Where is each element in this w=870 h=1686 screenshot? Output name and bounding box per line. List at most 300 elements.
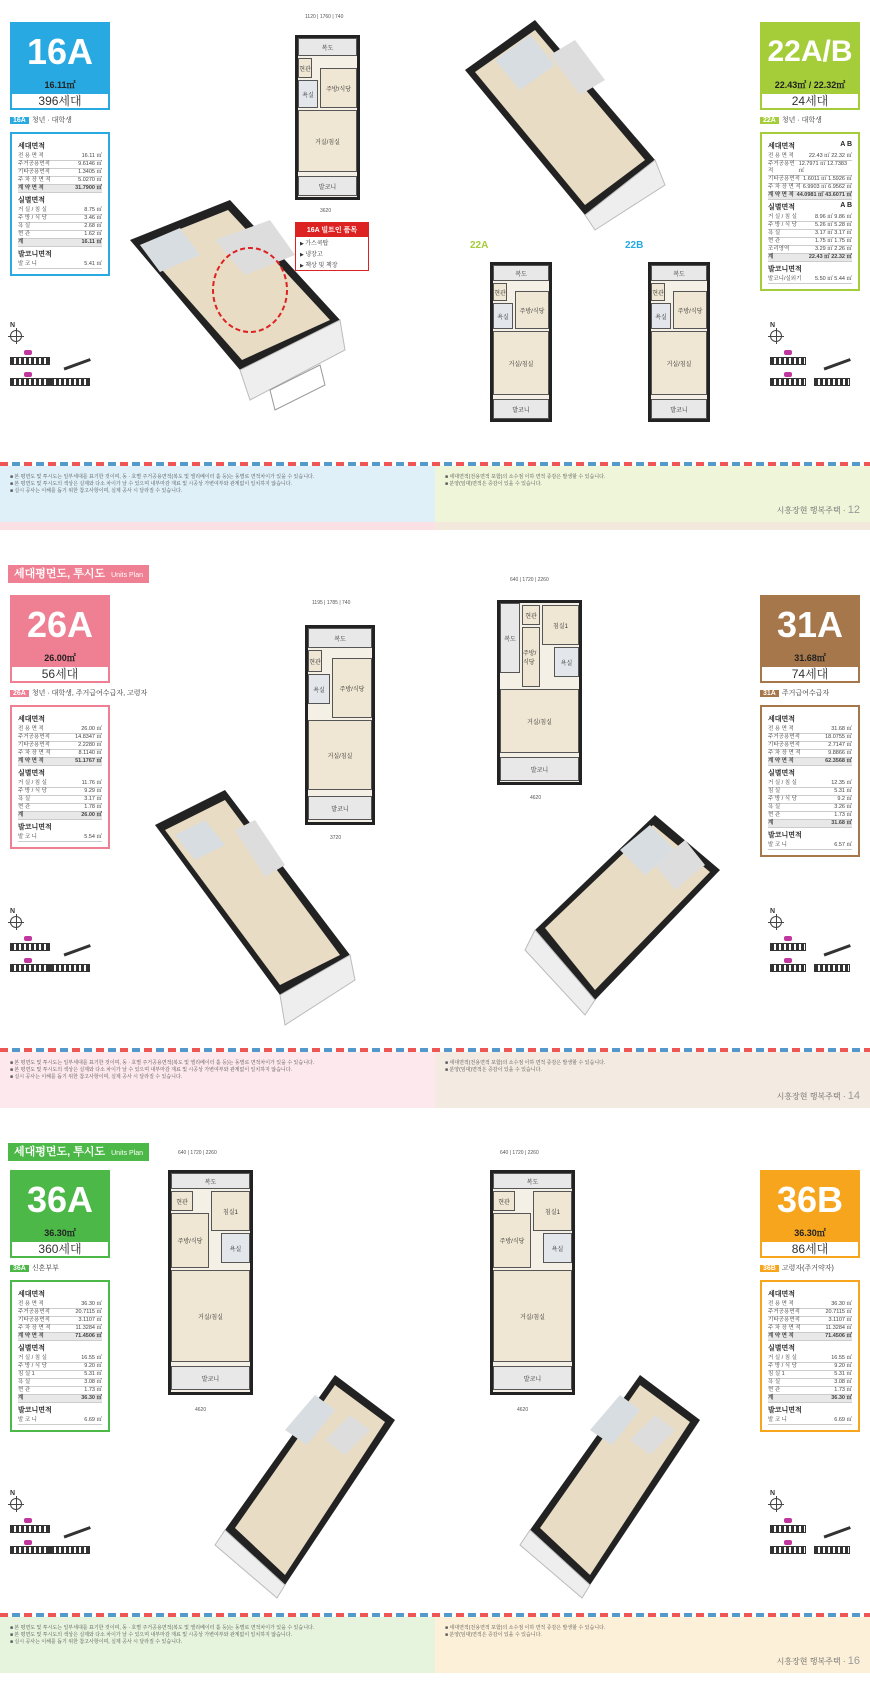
spec-label: 전 용 면 적: [18, 1301, 44, 1307]
spec-value: 6.57 ㎡: [834, 842, 852, 848]
spec-value: A B: [840, 202, 852, 209]
unit-area: 22.43㎡ / 22.32㎡: [774, 80, 846, 90]
spec-value: 71.4506 ㎡: [75, 1333, 102, 1339]
spec-row: [18, 261, 102, 269]
spec-row: [18, 1301, 102, 1309]
pin-icon: [784, 958, 792, 963]
spec-label: 침 실 1: [18, 1371, 35, 1377]
spec-value: 20.7115 ㎡: [75, 1309, 102, 1315]
callout-item: ▶ 냉장고: [296, 248, 368, 259]
spec-row: [18, 1395, 102, 1403]
room-corridor: 복도: [298, 38, 357, 56]
target-text: 주거급여수급자: [781, 690, 830, 697]
spec-row: [18, 1363, 102, 1371]
room-balcony: 발코니: [298, 176, 357, 196]
keyplan-36b: [770, 1490, 850, 1570]
spec-value: 3.17 ㎡ 3.17 ㎡: [815, 230, 852, 236]
tag-badge: 36A: [10, 1265, 29, 1272]
spec-value: 31.68 ㎡: [831, 820, 852, 826]
spec-row: [768, 246, 852, 254]
spec-section-title: 발코니면적: [768, 266, 802, 273]
spec-label: 주거공용면적: [18, 734, 50, 740]
spec-value: 2.2280 ㎡: [78, 742, 102, 748]
spec-row: [768, 804, 852, 812]
page-label: 시흥장현 행복주택: [776, 506, 841, 515]
spec-value: 1.73 ㎡: [834, 1387, 852, 1393]
spec-label: 실별면적: [768, 204, 796, 211]
spec-row: [768, 788, 852, 796]
spec-section-title: 세대면적: [18, 143, 46, 150]
unit-badge: [10, 1170, 110, 1240]
note-text: ■ 세대면적(전용면적 포함)의 소수점 이하 면적 증감은 발생할 수 있습니다.: [445, 1625, 860, 1632]
room-entry: 현관: [308, 650, 322, 672]
pin-icon: [24, 372, 32, 377]
page-num: 12: [847, 504, 860, 516]
room-living: 거실/침실: [493, 1270, 572, 1362]
tag-badge: 22A: [760, 117, 779, 124]
spec-value: 5.31 ㎡: [834, 1371, 852, 1377]
tag-badge: 26A: [10, 690, 29, 697]
spec-row: [18, 1355, 102, 1363]
spec-label: 현 관: [768, 812, 781, 818]
spec-row: [768, 812, 852, 820]
spec-value: 9.20 ㎡: [84, 1363, 102, 1369]
spec-value: 26.00 ㎡: [81, 812, 102, 818]
room-balcony: 발코니: [308, 796, 372, 820]
pin-icon: [24, 1540, 32, 1545]
spec-row: [768, 734, 852, 742]
spec-row: [18, 153, 102, 161]
spec-value: 16.11 ㎡: [81, 153, 102, 159]
spec-row: [18, 161, 102, 169]
spec-value: 5.0270 ㎡: [78, 177, 102, 183]
floor-plan-16a: [295, 35, 360, 200]
spec-label: 주 방 / 식 당: [18, 1363, 47, 1369]
target-text: 청년 · 대학생: [31, 117, 72, 124]
floor-plan-36b: [490, 1170, 575, 1395]
spec-row: [18, 1317, 102, 1325]
spec-label: 계: [18, 239, 24, 245]
builtin-callout: [295, 222, 369, 271]
iso-render-22ab: [455, 10, 685, 230]
block-icon: [50, 378, 90, 386]
spec-value: 9.6146 ㎡: [78, 161, 102, 167]
spec-row: [18, 834, 102, 842]
spec-label: 욕 실: [18, 1379, 31, 1385]
room-kitchen: 주방/식당: [332, 658, 372, 718]
spec-value: 9.29 ㎡: [84, 788, 102, 794]
spec-label: 거 실 / 침 실: [18, 780, 47, 786]
spec-value: 3.1107 ㎡: [78, 1317, 102, 1323]
target-tag: [10, 689, 148, 699]
spec-label: 주 차 장 면 적: [768, 184, 801, 190]
spec-section-title: 실별면적: [768, 1345, 796, 1352]
note-text: ■ 분양(임대)면적은 증감이 있을 수 있습니다.: [445, 1067, 860, 1074]
spec-label: 계: [768, 1395, 774, 1401]
unit-card-31a: [760, 595, 860, 857]
floor-plan-22a: [490, 262, 552, 422]
room-bath: 욕실: [308, 674, 330, 704]
household-count: 86세대: [760, 1240, 860, 1258]
spec-value: 3.17 ㎡: [84, 796, 102, 802]
spec-row: [768, 780, 852, 788]
room-kitchen: 주방/식당: [515, 291, 549, 329]
spec-row: [18, 726, 102, 734]
unit-id: 31A: [776, 604, 844, 645]
unit-card-22ab: [760, 22, 860, 291]
room-kitchen: 주방/식당: [493, 1213, 531, 1268]
spec-label: 기타공용면적: [18, 742, 50, 748]
spec-row: [768, 750, 852, 758]
keyplan-26a: [10, 908, 90, 988]
spec-label: 계: [768, 254, 774, 260]
spec-row: [18, 1417, 102, 1425]
unit-area: 31.68㎡: [794, 653, 826, 663]
spec-row: [768, 1355, 852, 1363]
page-label: 시흥장현 행복주택: [776, 1657, 841, 1666]
key-row: [770, 378, 850, 386]
spec-label: 발 코 니: [18, 834, 37, 840]
spec-label: 전 용 면 적: [18, 726, 44, 732]
spec-table: [10, 705, 110, 849]
spec-label: 기타공용면적: [768, 176, 800, 182]
spec-label: 욕 실: [768, 804, 781, 810]
spec-row: [18, 804, 102, 812]
spec-label: 욕 실: [768, 230, 781, 236]
room-entry: 현관: [493, 283, 507, 301]
room-corridor: 복도: [493, 265, 549, 281]
room-balcony: 발코니: [651, 399, 707, 419]
unit-badge: [10, 22, 110, 92]
spec-value: 1.73 ㎡: [834, 812, 852, 818]
spec-section-title: 실별면적: [18, 197, 46, 204]
target-tag: [760, 1264, 860, 1274]
spec-value: 3.46 ㎡: [84, 215, 102, 221]
unit-area: 26.00㎡: [44, 653, 76, 663]
pin-icon: [24, 958, 32, 963]
room-corridor: 복도: [493, 1173, 572, 1189]
block-icon: [10, 1525, 50, 1533]
spec-row: [18, 796, 102, 804]
spec-row: [768, 758, 852, 766]
spec-row: [18, 1325, 102, 1333]
compass-icon: [10, 916, 22, 928]
spec-table: [10, 1280, 110, 1432]
spec-label: 거 실 / 침 실: [18, 1355, 47, 1361]
block-icon: [770, 943, 806, 951]
page-number: 시흥장현 행복주택 · 12: [776, 504, 860, 516]
spec-label: 기타공용면적: [768, 742, 800, 748]
target-text: 고령자(주거약자): [781, 1265, 834, 1272]
room-bath: 욕실: [554, 647, 579, 677]
spec-row: [768, 1379, 852, 1387]
spec-label: 주 방 / 식 당: [768, 1363, 797, 1369]
spec-section-title: [768, 141, 852, 151]
spec-section-title: 발코니면적: [18, 251, 52, 258]
spread-2: [0, 555, 870, 1115]
spec-section-title: 발코니면적: [18, 824, 52, 831]
target-tag: [10, 116, 110, 126]
spec-label: 발 코 니: [18, 261, 37, 267]
spec-label: 주 차 장 면 적: [768, 750, 801, 756]
unit-badge: [10, 595, 110, 665]
page-label: 시흥장현 행복주택: [776, 1092, 841, 1101]
spec-value: 12.35 ㎡: [831, 780, 852, 786]
spec-value: A B: [840, 141, 852, 148]
spec-row: [768, 1387, 852, 1395]
block-icon: [814, 964, 850, 972]
room-bed: 침실1: [533, 1191, 572, 1231]
spec-row: [768, 796, 852, 804]
unit-id: 22A/B: [767, 35, 853, 68]
spec-value: 8.1140 ㎡: [78, 750, 102, 756]
pin-icon: [784, 372, 792, 377]
key-row: [770, 964, 850, 972]
spec-section-title: 세대면적: [18, 1291, 46, 1298]
spec-label: 주거공용면적: [18, 1309, 50, 1315]
room-entry: 현관: [298, 58, 312, 78]
spec-value: 1.73 ㎡: [84, 1387, 102, 1393]
north-label: N: [770, 908, 776, 915]
spec-value: 62.3568 ㎡: [825, 758, 852, 764]
spec-label: 거 실 / 침 실: [768, 214, 797, 220]
spec-row: [768, 254, 852, 262]
spec-label: 현 관: [18, 804, 31, 810]
spec-label: 주 차 장 면 적: [18, 177, 51, 183]
spec-value: 31.7900 ㎡: [75, 185, 102, 191]
section-label: 세대평면도, 투시도: [14, 568, 106, 580]
block-icon: [770, 1546, 806, 1554]
spec-value: 3.08 ㎡: [834, 1379, 852, 1385]
keyplan-36a: [10, 1490, 90, 1570]
spec-table: [760, 1280, 860, 1432]
spec-section-title: 세대면적: [768, 716, 796, 723]
target-tag: [760, 116, 860, 126]
key-row: [10, 378, 90, 386]
spec-row: [18, 231, 102, 239]
spread-1: [0, 0, 870, 530]
note-text: ■ 본 평면도 및 투시도는 일부세대를 표기한 것이며, 동 · 호별 주거공용면적(복도 및 엘리베이터 홀 등)는 동별로 면적차이가 있을 수 있습니다.: [10, 474, 425, 481]
key-row: [10, 1524, 90, 1534]
spec-value: 5.41 ㎡: [84, 261, 102, 267]
note-text: ■ 실시 공사는 이해를 돕기 위한 참고사항이며, 실제 공사 시 달라질 수 있습니다.: [10, 488, 425, 495]
pin-icon: [784, 350, 792, 355]
page-num: 14: [847, 1090, 860, 1102]
room-bath: 욕실: [493, 303, 513, 329]
key-row: [10, 356, 90, 366]
spec-value: 31.68 ㎡: [831, 726, 852, 732]
note-text: ■ 본 평면도 및 투시도는 일부세대를 표기한 것이며, 동 · 호별 주거공용면적(복도 및 엘리베이터 홀 등)는 동별로 면적차이가 있을 수 있습니다.: [10, 1060, 425, 1067]
spec-value: 51.1767 ㎡: [75, 758, 102, 764]
spec-row: [768, 230, 852, 238]
spec-row: [18, 1333, 102, 1341]
dimension-text: 4620: [195, 1407, 207, 1413]
note-text: ■ 본 평면도 및 투시도의 색상은 실제와 다소 차이가 날 수 있으며 내부마감 재료 및 시공상 가변여부와 관계없이 일치하지 않습니다.: [10, 1067, 425, 1074]
room-corridor: 복도: [651, 265, 707, 281]
spec-value: 6.9903 ㎡ 6.9562 ㎡: [802, 184, 852, 190]
spec-label: 주거공용면적: [768, 734, 800, 740]
room-living: 거실/침실: [171, 1270, 250, 1362]
spec-row: [768, 214, 852, 222]
spec-value: 3.29 ㎡ 2.26 ㎡: [815, 246, 852, 252]
room-living: 거실/침실: [500, 689, 579, 753]
spec-label: 계: [18, 1395, 24, 1401]
spec-row: [768, 276, 852, 284]
spec-section-title: 실별면적: [768, 770, 796, 777]
room-kitchen: 주방/식당: [522, 627, 540, 687]
spec-value: 1.78 ㎡: [84, 804, 102, 810]
spec-row: [768, 1395, 852, 1403]
spec-value: 6.69 ㎡: [834, 1417, 852, 1423]
tag-badge: 31A: [760, 690, 779, 697]
spec-label: 주 방 / 식 당: [768, 796, 797, 802]
callout-title: 16A 빌트인 품목: [296, 223, 368, 237]
spec-section-title: 세대면적: [18, 716, 46, 723]
pin-icon: [24, 1518, 32, 1523]
callout-item: ▶ 가스쿡탑: [296, 237, 368, 248]
household-count: 74세대: [760, 665, 860, 683]
spec-value: 11.3284 ㎡: [75, 1325, 102, 1331]
spec-value: 3.08 ㎡: [84, 1379, 102, 1385]
key-row: [770, 356, 850, 366]
unit-area: 36.30㎡: [794, 1228, 826, 1238]
spec-label: 발코니/실외기: [768, 276, 802, 282]
note-text: ■ 세대면적(전용면적 포함)의 소수점 이하 면적 증감은 발생할 수 있습니다.: [445, 1060, 860, 1067]
compass-icon: [10, 330, 22, 342]
keyplan-16a: [10, 322, 90, 402]
note-text: ■ 본 평면도 및 투시도의 색상은 실제와 다소 차이가 날 수 있으며 내부마감 재료 및 시공상 가변여부와 관계없이 일치하지 않습니다.: [10, 1632, 425, 1639]
room-bed: 침실1: [211, 1191, 250, 1231]
spec-label: 주 차 장 면 적: [18, 750, 51, 756]
room-bed: 침실1: [542, 605, 579, 645]
block-icon: [10, 1546, 50, 1554]
spec-label: 세대면적: [768, 143, 796, 150]
spec-row: [18, 734, 102, 742]
floor-plan-36a: [168, 1170, 253, 1395]
section-label-en: Units Plan: [111, 1150, 144, 1157]
spec-label: 계 약 면 적: [768, 192, 794, 198]
room-kitchen: 주방/식당: [320, 68, 357, 108]
spec-label: 계 약 면 적: [768, 1333, 794, 1339]
floor-plan-31a: [497, 600, 582, 785]
pin-icon: [24, 936, 32, 941]
spec-value: 2.7147 ㎡: [828, 742, 852, 748]
north-label: N: [770, 1490, 776, 1497]
room-balcony: 발코니: [493, 399, 549, 419]
spec-label: 전 용 면 적: [18, 153, 44, 159]
spec-label: 거 실 / 침 실: [18, 207, 47, 213]
spec-label: 주 차 장 면 적: [18, 1325, 51, 1331]
room-living: 거실/침실: [308, 720, 372, 790]
spec-row: [18, 223, 102, 231]
notes-band: [0, 1052, 870, 1108]
floor-plan-22b: [648, 262, 710, 422]
dimension-text: 1195 | 1785 | 740: [312, 600, 351, 606]
spec-label: 거 실 / 침 실: [768, 780, 797, 786]
spec-row: [768, 820, 852, 828]
spec-label: 주 차 장 면 적: [768, 1325, 801, 1331]
unit-id: 16A: [26, 31, 94, 72]
dimension-text: 4620: [517, 1407, 529, 1413]
spec-value: 44.0981 ㎡ 43.6071 ㎡: [796, 192, 852, 198]
spec-row: [18, 742, 102, 750]
block-mark-icon: [821, 938, 851, 957]
unit-id: 26A: [26, 604, 94, 645]
notes-band: [0, 466, 870, 522]
spec-row: [768, 222, 852, 230]
room-bath: 욕실: [543, 1233, 572, 1263]
spec-value: 11.3284 ㎡: [825, 1325, 852, 1331]
block-icon: [770, 378, 806, 386]
target-tag: [760, 689, 860, 699]
spec-row: [18, 812, 102, 820]
spec-value: 36.30 ㎡: [81, 1395, 102, 1401]
note-text: ■ 본 평면도 및 투시도의 색상은 실제와 다소 차이가 날 수 있으며 내부마감 재료 및 시공상 가변여부와 관계없이 일치하지 않습니다.: [10, 481, 425, 488]
spec-value: 5.50 ㎡ 5.44 ㎡: [815, 276, 852, 282]
spec-section-title: 발코니면적: [768, 832, 802, 839]
dimension-text: 4620: [530, 795, 542, 801]
pin-icon: [784, 936, 792, 941]
spec-value: 2.68 ㎡: [84, 223, 102, 229]
subtype-label: 22B: [625, 240, 644, 251]
spec-value: 3.1107 ㎡: [828, 1317, 852, 1323]
room-corridor: 복도: [171, 1173, 250, 1189]
spec-row: [768, 1333, 852, 1341]
room-bath: 욕실: [221, 1233, 250, 1263]
note-text: ■ 실시 공사는 이해를 돕기 위한 참고사항이며, 실제 공사 시 달라질 수 있습니다.: [10, 1074, 425, 1081]
block-icon: [814, 378, 850, 386]
section-title: [8, 1143, 149, 1161]
spec-row: [768, 1363, 852, 1371]
spec-table: [760, 705, 860, 857]
spec-row: [768, 1317, 852, 1325]
spec-label: 전 용 면 적: [768, 726, 794, 732]
block-icon: [10, 357, 50, 365]
room-living: 거실/침실: [651, 331, 707, 395]
block-icon: [770, 1525, 806, 1533]
spec-label: 기타공용면적: [768, 1317, 800, 1323]
spec-table: [760, 132, 860, 291]
room-bath: 욕실: [651, 303, 671, 329]
compass-icon: [770, 1498, 782, 1510]
spec-row: [768, 742, 852, 750]
spec-value: 1.6011 ㎡ 1.5926 ㎡: [803, 176, 852, 182]
unit-card-36a: [10, 1170, 110, 1432]
note-text: ■ 분양(임대)면적은 증감이 있을 수 있습니다.: [445, 1632, 860, 1639]
room-living: 거실/침실: [298, 110, 357, 172]
spec-label: 현 관: [768, 238, 781, 244]
spec-value: 5.31 ㎡: [84, 1371, 102, 1377]
spec-value: 22.43 ㎡ 22.32 ㎡: [808, 254, 852, 260]
spec-label: 계 약 면 적: [18, 758, 44, 764]
spec-row: [18, 207, 102, 215]
spec-row: [18, 177, 102, 185]
keyplan-22ab: [770, 322, 850, 402]
spec-value: 26.00 ㎡: [81, 726, 102, 732]
target-text: 청년 · 대학생: [781, 117, 822, 124]
spec-label: 발 코 니: [18, 1417, 37, 1423]
spec-value: 16.11 ㎡: [81, 239, 102, 245]
spec-value: 36.30 ㎡: [81, 1301, 102, 1307]
spec-label: 침 실: [768, 788, 781, 794]
unit-card-16a: [10, 22, 110, 276]
room-balcony: 발코니: [493, 1366, 572, 1390]
spec-value: 11.76 ㎡: [81, 780, 102, 786]
spec-label: 전 용 면 적: [768, 153, 794, 159]
spec-value: 5.26 ㎡ 5.28 ㎡: [815, 222, 852, 228]
block-icon: [10, 964, 50, 972]
spec-row: [768, 176, 852, 184]
